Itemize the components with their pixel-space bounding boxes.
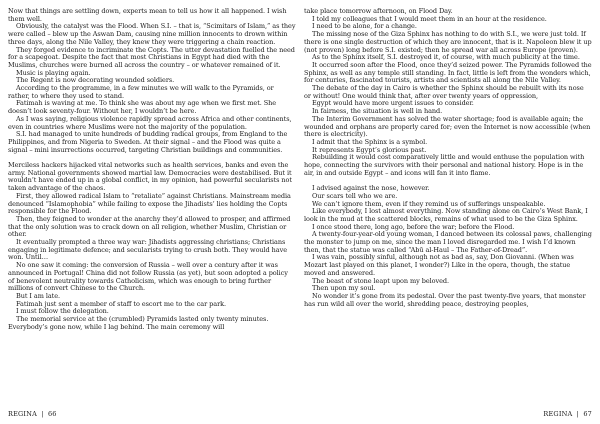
paragraph: We can’t ignore them, even if they remind us of sufferings unspeakable. — [312, 199, 546, 208]
paragraph: No wonder it’s gone from its pedestal. Over the past twenty-five years, that monster has run wild all over the world, shredding peace, destroying peoples, — [304, 292, 586, 308]
paragraph: As I was saying, religious violence rapidly spread across Africa and other continents, even in countries where Muslims were not the majority of the population. — [8, 114, 292, 131]
paragraph: I need to be alone, for a change. — [312, 22, 417, 31]
page-number: 67 — [583, 410, 592, 418]
paragraph: The Regent is now decorating wounded soldiers. — [16, 76, 175, 85]
paragraph: S.I. had managed to unite hundreds of budding radical groups, from England to the Philippines, and from Nigeria to Sweden. At their signal – and the Flood was quite a signal – mini insurrections occurred, targeting Christian buildings and communities. — [8, 130, 288, 154]
paragraph: But I am late. — [16, 292, 61, 300]
paragraph: I advised against the nose, however. — [312, 184, 430, 193]
folio-separator: | — [41, 410, 44, 418]
paragraph: It eventually prompted a three way war: Jihadists aggressing christians; Christians engaging in legitimate defence; and secularists trying to crush both. They would have won. Until… — [8, 238, 288, 262]
right-page — [304, 8, 592, 408]
paragraph: I must follow the delegation. — [16, 307, 109, 316]
paragraph: It represents Egypt’s glorious past. — [312, 145, 427, 154]
paragraph: The debate of the day in Cairo is whether the Sphinx should be rebuilt with its nose or without! One would think that, after over twenty years of oppression, — [304, 84, 584, 100]
paragraph: Fatimah is waving at me. To think she was about my age when we first met. She doesn’t look seventy-four. Without her, I wouldn’t be here. — [8, 99, 277, 116]
paragraph: It occurred soon after the Flood, once they’d seized power. The Pyramids followed the Sphinx, as well as any temple still standing. In fact, little is left from the wonders which, for centuries, fascinated tourists, artists and scientists all along the Nile Valley. — [304, 60, 592, 85]
paragraph: Fatimah just sent a member of staff to escort me to the car park. — [16, 299, 227, 308]
paragraph: Obviously, the catalyst was the Flood. When S.I. – that is, “Scimitars of Islam,” as they were called – blew up the Aswan Dam, causing nine million innocents to drown within three days, along the Nile Valley, they knew they were triggering a chain reaction. — [8, 22, 296, 46]
paragraph: The missing nose of the Giza Sphinx has nothing to do with S.I., we were just told. If there is one single destruction of which they are innocent, that is it. Napoleon blew it up (not proven) long before S.I. existed; then he spread war all across Europe (proven). — [304, 30, 592, 54]
paragraph: A twenty-four-year-old young woman, I danced between its colossal paws, challenging the monster to jump on me, since the man I loved disregarded me. I wish I’d known then, that the statue was called “Abū al-Haul – The Father-of-Dread”. — [304, 230, 592, 254]
paragraph: Now that things are settling down, experts mean to tell us how it all happened. I wish them well. — [8, 8, 287, 23]
right-page-footer — [304, 409, 592, 419]
paragraph: The beast of stone leapt upon my beloved. — [312, 276, 450, 285]
paragraph: Then upon my soul. — [312, 284, 376, 293]
page-number: 66 — [47, 410, 57, 418]
paragraph: Egypt would have more urgent issues to consider. — [312, 99, 474, 108]
running-title: REGINA — [543, 410, 573, 418]
paragraph: Merciless hackers hijacked vital networks such as health services, banks and even the army. National governments showed martial law. Democracies were destabilised. But it wouldn’t have ended up in a global conflict, in my opinion, had powerful secularists not taken advantage of the chaos. — [8, 161, 292, 193]
paragraph: As to the Sphinx itself, S.I. destroyed it, of course, with much publicity at the time. — [312, 53, 580, 62]
left-page-footer — [8, 409, 296, 419]
paragraph: Rebuilding it would cost comparatively little and would enthuse the population with hope, connecting the survivors with their personal and national history. Hope is in the air, in and outside Egypt – and icons will fan it into flame. — [304, 153, 585, 177]
paragraph: The Interim Government has solved the water shortage; food is available again; the wounded and orphans are properly cared for; even the Internet is now accessible (when there is electricity). — [304, 114, 591, 139]
paragraph: I once stood there, long ago, before the war; before the Flood. — [312, 222, 515, 231]
paragraph: First, they allowed radical Islam to “retaliate” against Christians. Mainstream media denounced “Islamophobia” while failing to expose the Jihadists’ lies holding the Copts responsible for the Flood. — [8, 191, 291, 216]
paragraph: In fairness, the situation is well in hand. — [312, 107, 443, 116]
paragraph: I admit that the Sphinx is a symbol. — [312, 137, 428, 146]
paragraph: According to the programme, in a few minutes we will walk to the Pyramids, or rather, to where they used to stand. — [8, 84, 274, 100]
paragraph: I told my colleagues that I would meet them in an hour at the residence. — [312, 14, 547, 23]
paragraph: Our scars tell who we are. — [312, 191, 398, 200]
paragraph: Like everybody, I lost almost everything. Now standing alone on Cairo’s West Bank, I look in the mud at the scattered blocks, remains of what used to be the Giza Sphinx. — [304, 207, 588, 223]
paragraph: No one saw it coming: the conversion of Russia – well over a century after it was announced in Portugal! China did not follow Russia (as yet), but soon adopted a policy of benevolent neutrality towards Catholicism, which was enough to bring further millions of convert Chinese to the Church. — [8, 261, 288, 293]
paragraph: Then, they feigned to wonder at the anarchy they’d allowed to prosper, and affirmed that the only solution was to crack down on all religion, whether Muslim, Christian or other. — [8, 214, 291, 239]
paragraph: The memorial service at the (crumbled) Pyramids lasted only twenty minutes. Everybody’s gone now, while I lag behind. The main ceremony will — [8, 315, 269, 331]
folio-separator: | — [576, 410, 580, 418]
paragraph: Music is playing again. — [16, 68, 91, 77]
running-title: REGINA — [8, 410, 37, 418]
paragraph: I was vain, possibly sinful, although not as bad as, say, Don Giovanni. (When was Mozart last played on this planet, I wonder?) Like in the opera, though, the statue moved and answered. — [304, 253, 574, 277]
paragraph: take place tomorrow afternoon, on Flood Day. — [304, 8, 453, 15]
paragraph: They forged evidence to incriminate the Copts. The utter devastation fuelled the need for a scapegoat. Despite the fact that most Christians in Egypt had died with the Muslims, churches were burned all across the country – or whatever remained of it. — [8, 45, 295, 69]
left-page — [8, 8, 296, 408]
